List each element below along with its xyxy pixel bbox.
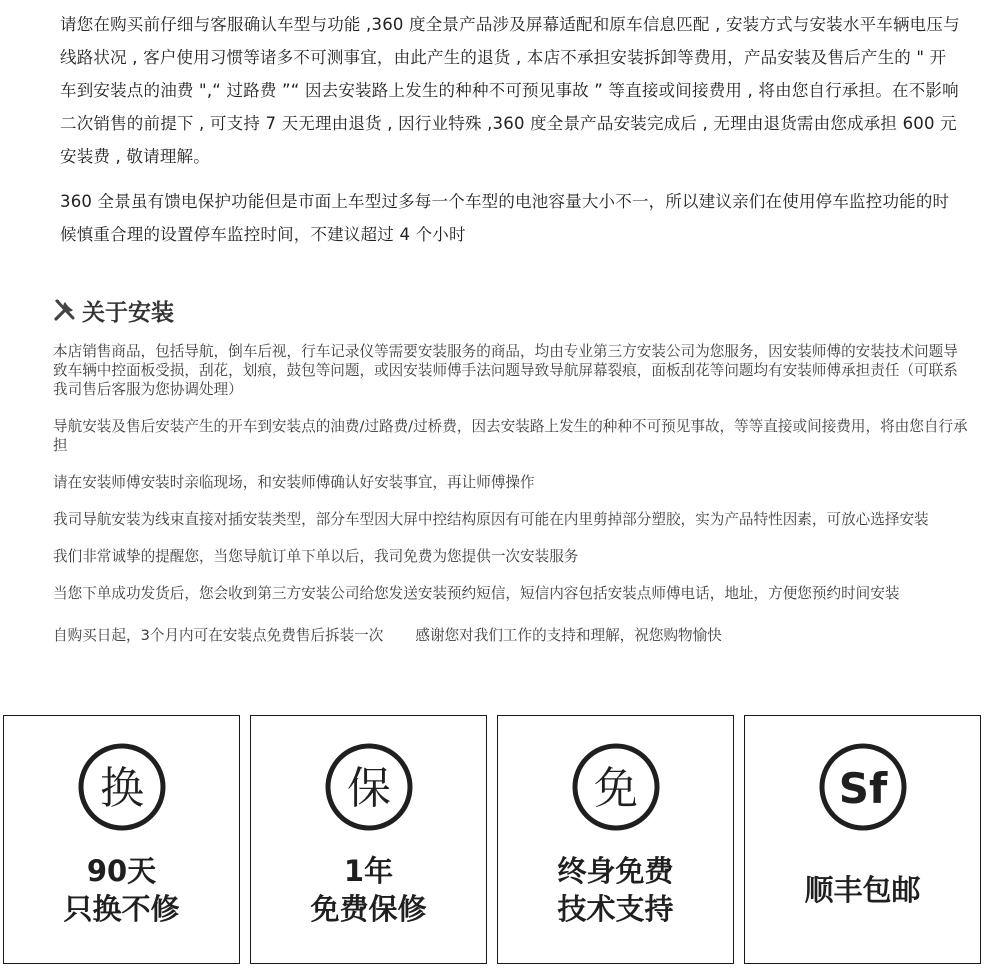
warranty-glyph: 保 <box>346 763 391 814</box>
install-note: 请在安装师傅安装时亲临现场，和安装师傅确认好安装事宜，再让师傅操作 <box>53 474 535 491</box>
install-note: 我们非常诚挚的提醒您，当您导航订单下单以后，我司免费为您提供一次安装服务 <box>53 548 579 565</box>
install-note: 本店销售商品，包括导航，倒车后视，行车记录仪等需要安装服务的商品，均由专业第三方安装公司为您服务，因安装师傅的安装技术问题导致车辆中控面板受损，刮花，划痕，鼓包等问题，或因安装师傅手法问题导致导航屏幕裂痕，面板刮花等问题均有安装师傅承担责任（可联系我司售后客服为您协调处理） <box>53 343 958 398</box>
feature-cards <box>0 715 990 966</box>
install-notes <box>53 342 971 645</box>
feature-line-1: 终身免费 <box>557 854 674 888</box>
notice-paragraph-1: 请您在购买前仔细与客服确认车型与功能 ,360 度全景产品涉及屏幕适配和原车信息匹配 , 安装方式与安装水平车辆电压与线路状况 , 客户使用习惯等诸多不可测事宜，由此产生的退货 , 本店不承担安装拆卸等费用，产品安装及售后产生的 " 开车到安装点的油费 ",“ 过路费 ”“ 因去安装路上发生的种种不可预见事故 ” 等直接或间接费用 , 将由您自行承担。在不影响二次销售的前提下 , 可支持 7 天无理由退货 , 因行业特殊 ,360 度全景产品安装完成后 , 无理由退货需由您成承担 600 元安装费 , 敬请理解。 <box>60 15 960 166</box>
feature-line-1: 顺丰包邮 <box>804 873 921 907</box>
feature-line-2: 免费保修 <box>310 892 427 926</box>
feature-card-support <box>497 715 734 964</box>
feature-line-2: 技术支持 <box>557 892 674 926</box>
purchase-notice <box>60 8 960 251</box>
install-section-title <box>52 293 174 327</box>
feature-card-warranty <box>250 715 487 964</box>
sf-express-icon <box>819 743 907 831</box>
install-note: 我司导航安装为线束直接对插安装类型，部分车型因大屏中控结构原因有可能在内里剪掉部分塑胶，实为产品特性因素，可放心选择安装 <box>53 511 929 528</box>
section-title-label: 关于安装 <box>82 299 174 326</box>
feature-caption <box>745 871 980 909</box>
exchange-glyph: 换 <box>99 763 144 814</box>
warranty-icon <box>325 743 413 831</box>
tools-icon <box>52 297 78 323</box>
free-reinstall-note: 自购买日起，3个月内可在安装点免费售后拆装一次 <box>53 627 384 644</box>
feature-line-2: 只换不修 <box>63 892 180 926</box>
exchange-icon <box>78 743 166 831</box>
thanks-note: 感谢您对我们工作的支持和理解，祝您购物愉快 <box>415 627 722 644</box>
feature-caption <box>4 852 239 928</box>
sf-glyph: Sf <box>838 764 887 813</box>
feature-line-1: 1年 <box>343 854 394 888</box>
feature-card-exchange <box>3 715 240 964</box>
feature-caption <box>498 852 733 928</box>
feature-line-1: 90天 <box>86 854 157 888</box>
install-note: 导航安装及售后安装产生的开车到安装点的油费/过路费/过桥费，因去安装路上发生的种种不可预见事故，等等直接或间接费用，将由您自行承担 <box>53 418 968 454</box>
feature-caption <box>251 852 486 928</box>
free-glyph: 免 <box>593 763 638 814</box>
free-icon <box>572 743 660 831</box>
notice-paragraph-2: 360 全景虽有馈电保护功能但是市面上车型过多每一个车型的电池容量大小不一，所以建议亲们在使用停车监控功能的时候慎重合理的设置停车监控时间，不建议超过 4 个小时 <box>60 192 950 244</box>
install-footer-row <box>53 626 971 645</box>
install-note: 当您下单成功发货后，您会收到第三方安装公司给您发送安装预约短信，短信内容包括安装点师傅电话，地址，方便您预约时间安装 <box>53 585 900 602</box>
feature-card-shipping <box>744 715 981 964</box>
